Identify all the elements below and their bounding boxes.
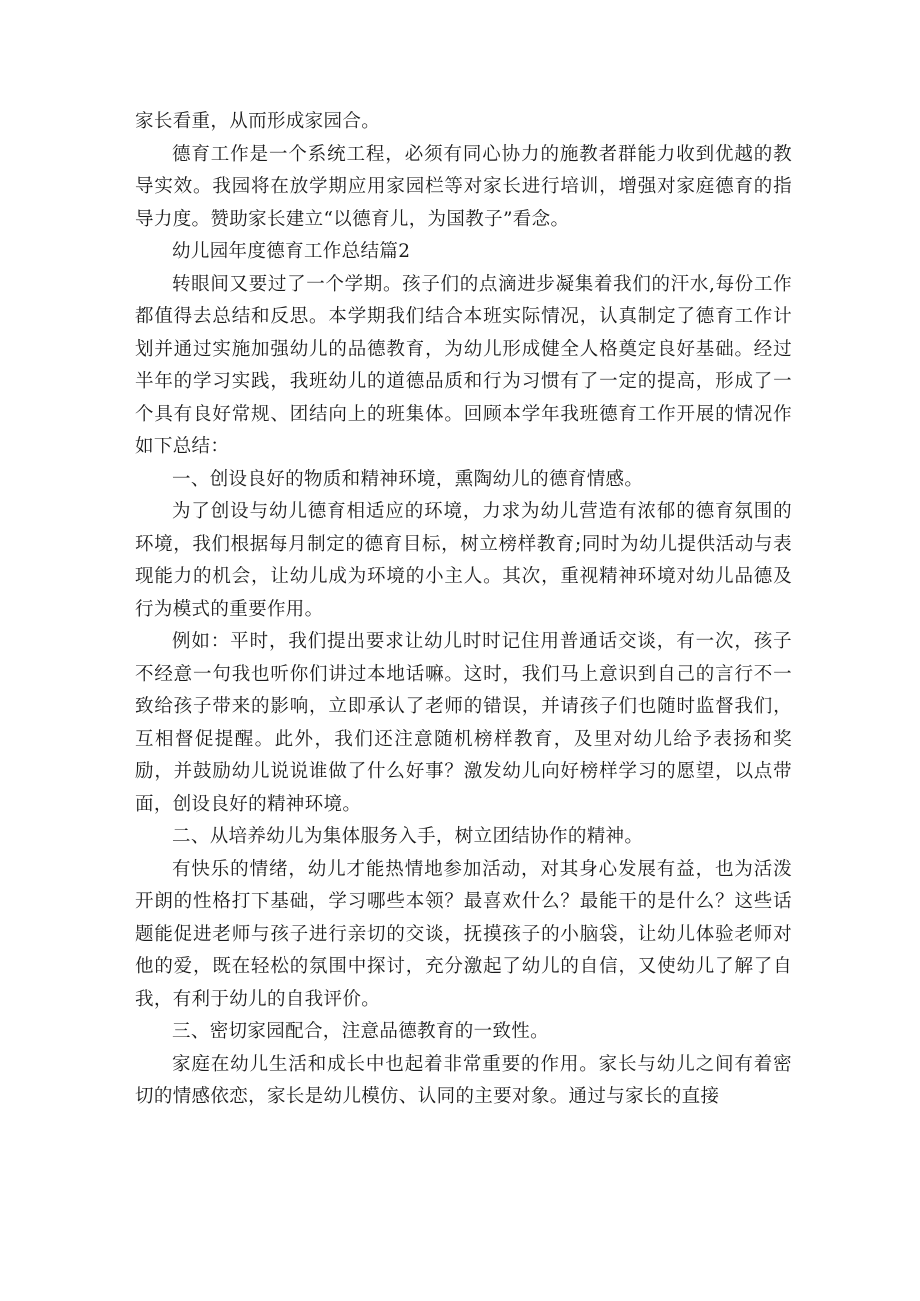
section-heading-3: 三、密切家园配合，注意品德教育的一致性。: [172, 1021, 550, 1042]
article-title: 幼儿园年度德育工作总结篇2: [172, 241, 411, 262]
paragraph-moral-education-system: 德育工作是一个系统工程，必须有同心协力的施教者群能力收到优越的教导实效。我园将在放学期应用家园栏等对家长进行培训，增强对家庭德育的指导力度。赞助家长建立“以德育儿，为国教子”看念。: [135, 143, 792, 230]
paragraph-continuation: 家长看重，从而形成家园合。: [135, 111, 381, 132]
section-heading-2: 二、从培养幼儿为集体服务入手，树立团结协作的精神。: [172, 826, 644, 847]
paragraph-happy-mood: 有快乐的情绪，幼儿才能热情地参加活动，对其身心发展有益，也为活泼开朗的性格打下基础，学习哪些本领？最喜欢什么？最能干的是什么？这些话题能促进老师与孩子进行亲切的交谈，抚摸孩子的小脑袋，让幼儿体验老师对他的爱，既在轻松的氛围中探讨，充分激起了幼儿的自信，又使幼儿了解了自我，有利于幼儿的自我评价。: [135, 858, 792, 1010]
section-heading-1: 一、创设良好的物质和精神环境，熏陶幼儿的德育情感。: [172, 468, 644, 490]
paragraph-environment: 为了创设与幼儿德育相适应的环境，力求为幼儿营造有浓郁的德育氛围的环境，我们根据每月制定的德育目标，树立榜样教育;同时为幼儿提供活动与表现能力的机会，让幼儿成为环境的小主人。其次，重视精神环境对幼儿品德及行为模式的重要作用。: [135, 501, 792, 620]
paragraph-family-role: 家庭在幼儿生活和成长中也起着非常重要的作用。家长与幼儿之间有着密切的情感依恋，家长是幼儿模仿、认同的主要对象。通过与家长的直接: [135, 1053, 792, 1107]
paragraph-intro: 转眼间又要过了一个学期。孩子们的点滴进步凝集着我们的汗水,每份工作都值得去总结和反思。本学期我们结合本班实际情况，认真制定了德育工作计划并通过实施加强幼儿的品德教育，为幼儿形成健全人格奠定良好基础。经过半年的学习实践，我班幼儿的道德品质和行为习惯有了一定的提高，形成了一个具有良好常规、团结向上的班集体。回顾本学年我班德育工作开展的情况作如下总结：: [135, 273, 792, 457]
paragraph-example: 例如：平时，我们提出要求让幼儿时时记住用普通话交谈，有一次，孩子不经意一句我也听你们讲过本地话嘛。这时，我们马上意识到自己的言行不一致给孩子带来的影响，立即承认了老师的错误，并请孩子们也随时监督我们，互相督促提醒。此外，我们还注意随机榜样教育，及里对幼儿给予表扬和奖励，并鼓励幼儿说说谁做了什么好事？激发幼儿向好榜样学习的愿望，以点带面，创设良好的精神环境。: [135, 631, 792, 815]
